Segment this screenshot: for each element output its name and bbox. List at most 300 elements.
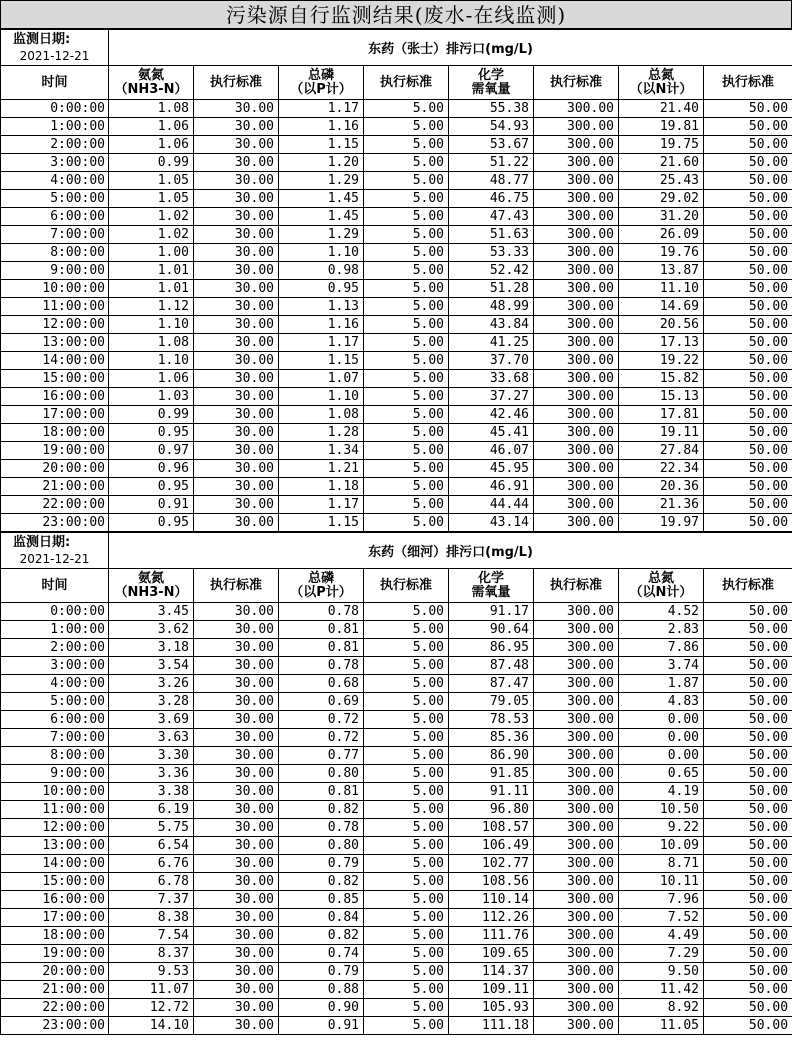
value-cell: 300.00 xyxy=(534,298,619,316)
value-cell: 1.17 xyxy=(279,334,364,352)
value-cell: 3.26 xyxy=(109,675,194,693)
column-header xyxy=(619,569,704,603)
value-cell: 50.00 xyxy=(704,711,792,729)
time-cell: 19:00:00 xyxy=(1,945,109,963)
table-row xyxy=(1,927,792,945)
value-cell: 50.00 xyxy=(704,675,792,693)
value-cell: 30.00 xyxy=(194,747,279,765)
value-cell: 29.02 xyxy=(619,190,704,208)
time-cell: 12:00:00 xyxy=(1,819,109,837)
time-cell: 8:00:00 xyxy=(1,747,109,765)
value-cell: 5.00 xyxy=(364,226,449,244)
value-cell: 300.00 xyxy=(534,693,619,711)
value-cell: 48.77 xyxy=(449,172,534,190)
value-cell: 50.00 xyxy=(704,226,792,244)
value-cell: 300.00 xyxy=(534,945,619,963)
time-cell: 18:00:00 xyxy=(1,424,109,442)
time-cell: 23:00:00 xyxy=(1,1017,109,1035)
value-cell: 19.11 xyxy=(619,424,704,442)
table-row xyxy=(1,711,792,729)
value-cell: 300.00 xyxy=(534,496,619,514)
value-cell: 30.00 xyxy=(194,765,279,783)
value-cell: 300.00 xyxy=(534,136,619,154)
value-cell: 0.81 xyxy=(279,639,364,657)
value-cell: 1.15 xyxy=(279,136,364,154)
value-cell: 0.82 xyxy=(279,801,364,819)
column-header-line1: 氨氮 xyxy=(137,67,164,83)
table-row xyxy=(1,657,792,675)
value-cell: 53.33 xyxy=(449,244,534,262)
time-cell: 21:00:00 xyxy=(1,478,109,496)
value-cell: 22.34 xyxy=(619,460,704,478)
value-cell: 1.02 xyxy=(109,226,194,244)
value-cell: 4.83 xyxy=(619,693,704,711)
value-cell: 17.81 xyxy=(619,406,704,424)
column-header-line1: 化学 xyxy=(477,570,504,586)
time-cell: 7:00:00 xyxy=(1,729,109,747)
value-cell: 1.15 xyxy=(279,514,364,532)
value-cell: 0.00 xyxy=(619,747,704,765)
value-cell: 1.06 xyxy=(109,136,194,154)
value-cell: 91.85 xyxy=(449,765,534,783)
column-header-line1: 总磷 xyxy=(307,67,334,83)
value-cell: 30.00 xyxy=(194,514,279,532)
value-cell: 3.38 xyxy=(109,783,194,801)
value-cell: 1.05 xyxy=(109,172,194,190)
value-cell: 13.87 xyxy=(619,262,704,280)
value-cell: 300.00 xyxy=(534,837,619,855)
value-cell: 50.00 xyxy=(704,280,792,298)
time-cell: 16:00:00 xyxy=(1,891,109,909)
table-row xyxy=(1,1017,792,1035)
value-cell: 0.91 xyxy=(109,496,194,514)
value-cell: 300.00 xyxy=(534,657,619,675)
value-cell: 30.00 xyxy=(194,424,279,442)
value-cell: 12.72 xyxy=(109,999,194,1017)
time-cell: 20:00:00 xyxy=(1,460,109,478)
time-cell: 7:00:00 xyxy=(1,226,109,244)
value-cell: 300.00 xyxy=(534,1017,619,1035)
value-cell: 43.84 xyxy=(449,316,534,334)
value-cell: 50.00 xyxy=(704,136,792,154)
value-cell: 105.93 xyxy=(449,999,534,1017)
value-cell: 50.00 xyxy=(704,190,792,208)
value-cell: 0.99 xyxy=(109,154,194,172)
value-cell: 5.00 xyxy=(364,496,449,514)
value-cell: 30.00 xyxy=(194,999,279,1017)
time-cell: 4:00:00 xyxy=(1,675,109,693)
value-cell: 300.00 xyxy=(534,783,619,801)
value-cell: 300.00 xyxy=(534,729,619,747)
time-cell: 20:00:00 xyxy=(1,963,109,981)
value-cell: 7.29 xyxy=(619,945,704,963)
value-cell: 19.97 xyxy=(619,514,704,532)
time-cell: 13:00:00 xyxy=(1,334,109,352)
value-cell: 50.00 xyxy=(704,406,792,424)
value-cell: 5.00 xyxy=(364,891,449,909)
header-row xyxy=(1,569,792,603)
value-cell: 50.00 xyxy=(704,1017,792,1035)
value-cell: 50.00 xyxy=(704,154,792,172)
column-header-line1: 执行标准 xyxy=(379,577,432,593)
table-row xyxy=(1,280,792,298)
value-cell: 30.00 xyxy=(194,118,279,136)
value-cell: 0.82 xyxy=(279,873,364,891)
value-cell: 9.22 xyxy=(619,819,704,837)
value-cell: 50.00 xyxy=(704,819,792,837)
value-cell: 1.07 xyxy=(279,370,364,388)
value-cell: 0.97 xyxy=(109,442,194,460)
value-cell: 50.00 xyxy=(704,208,792,226)
value-cell: 1.05 xyxy=(109,190,194,208)
value-cell: 300.00 xyxy=(534,891,619,909)
value-cell: 30.00 xyxy=(194,244,279,262)
value-cell: 30.00 xyxy=(194,693,279,711)
value-cell: 30.00 xyxy=(194,927,279,945)
value-cell: 0.95 xyxy=(109,478,194,496)
value-cell: 1.10 xyxy=(109,316,194,334)
value-cell: 50.00 xyxy=(704,999,792,1017)
time-cell: 10:00:00 xyxy=(1,280,109,298)
value-cell: 50.00 xyxy=(704,729,792,747)
time-cell: 5:00:00 xyxy=(1,190,109,208)
table-row xyxy=(1,891,792,909)
value-cell: 5.00 xyxy=(364,460,449,478)
time-cell: 0:00:00 xyxy=(1,603,109,621)
value-cell: 5.00 xyxy=(364,801,449,819)
value-cell: 50.00 xyxy=(704,244,792,262)
column-header-line1: 执行标准 xyxy=(722,577,775,593)
table-row xyxy=(1,226,792,244)
value-cell: 114.37 xyxy=(449,963,534,981)
monitoring-table xyxy=(0,532,792,1035)
column-header-line1: 化学 xyxy=(477,67,504,83)
table-row xyxy=(1,172,792,190)
value-cell: 30.00 xyxy=(194,675,279,693)
column-header-line1: 执行标准 xyxy=(722,74,775,90)
value-cell: 300.00 xyxy=(534,927,619,945)
column-header xyxy=(1,569,109,603)
value-cell: 5.00 xyxy=(364,406,449,424)
value-cell: 300.00 xyxy=(534,118,619,136)
value-cell: 5.00 xyxy=(364,190,449,208)
value-cell: 1.15 xyxy=(279,352,364,370)
value-cell: 30.00 xyxy=(194,208,279,226)
value-cell: 3.36 xyxy=(109,765,194,783)
value-cell: 5.00 xyxy=(364,945,449,963)
value-cell: 43.14 xyxy=(449,514,534,532)
table-row xyxy=(1,352,792,370)
value-cell: 1.16 xyxy=(279,316,364,334)
column-header-line1: 时间 xyxy=(41,577,68,593)
value-cell: 45.41 xyxy=(449,424,534,442)
value-cell: 1.10 xyxy=(279,244,364,262)
column-header xyxy=(449,569,534,603)
column-header-line2: 需氧量 xyxy=(471,584,511,600)
column-header-line2: （NH3-N） xyxy=(114,81,188,97)
value-cell: 4.52 xyxy=(619,603,704,621)
value-cell: 7.37 xyxy=(109,891,194,909)
value-cell: 300.00 xyxy=(534,370,619,388)
value-cell: 78.53 xyxy=(449,711,534,729)
value-cell: 300.00 xyxy=(534,424,619,442)
value-cell: 0.77 xyxy=(279,747,364,765)
value-cell: 109.65 xyxy=(449,945,534,963)
value-cell: 300.00 xyxy=(534,621,619,639)
value-cell: 51.28 xyxy=(449,280,534,298)
value-cell: 0.90 xyxy=(279,999,364,1017)
value-cell: 47.43 xyxy=(449,208,534,226)
value-cell: 46.07 xyxy=(449,442,534,460)
table-row xyxy=(1,136,792,154)
time-cell: 19:00:00 xyxy=(1,442,109,460)
value-cell: 5.00 xyxy=(364,765,449,783)
value-cell: 86.90 xyxy=(449,747,534,765)
value-cell: 30.00 xyxy=(194,262,279,280)
value-cell: 1.28 xyxy=(279,424,364,442)
time-cell: 3:00:00 xyxy=(1,154,109,172)
value-cell: 0.84 xyxy=(279,909,364,927)
value-cell: 1.10 xyxy=(279,388,364,406)
value-cell: 50.00 xyxy=(704,639,792,657)
value-cell: 5.00 xyxy=(364,388,449,406)
column-header xyxy=(279,569,364,603)
table-row xyxy=(1,963,792,981)
value-cell: 50.00 xyxy=(704,837,792,855)
value-cell: 1.03 xyxy=(109,388,194,406)
value-cell: 50.00 xyxy=(704,370,792,388)
value-cell: 0.81 xyxy=(279,783,364,801)
value-cell: 0.82 xyxy=(279,927,364,945)
value-cell: 5.75 xyxy=(109,819,194,837)
value-cell: 30.00 xyxy=(194,136,279,154)
value-cell: 30.00 xyxy=(194,226,279,244)
value-cell: 5.00 xyxy=(364,909,449,927)
value-cell: 10.11 xyxy=(619,873,704,891)
value-cell: 30.00 xyxy=(194,837,279,855)
time-cell: 1:00:00 xyxy=(1,621,109,639)
value-cell: 1.08 xyxy=(109,100,194,118)
table-row xyxy=(1,334,792,352)
value-cell: 50.00 xyxy=(704,298,792,316)
value-cell: 2.83 xyxy=(619,621,704,639)
table-row xyxy=(1,945,792,963)
value-cell: 19.81 xyxy=(619,118,704,136)
value-cell: 5.00 xyxy=(364,280,449,298)
value-cell: 5.00 xyxy=(364,837,449,855)
value-cell: 5.00 xyxy=(364,621,449,639)
value-cell: 5.00 xyxy=(364,316,449,334)
value-cell: 87.47 xyxy=(449,675,534,693)
value-cell: 19.75 xyxy=(619,136,704,154)
value-cell: 20.56 xyxy=(619,316,704,334)
value-cell: 5.00 xyxy=(364,999,449,1017)
value-cell: 300.00 xyxy=(534,208,619,226)
time-cell: 11:00:00 xyxy=(1,298,109,316)
monitor-date-cell xyxy=(1,533,109,569)
value-cell: 50.00 xyxy=(704,172,792,190)
value-cell: 37.70 xyxy=(449,352,534,370)
value-cell: 300.00 xyxy=(534,747,619,765)
value-cell: 108.57 xyxy=(449,819,534,837)
column-header-line1: 执行标准 xyxy=(379,74,432,90)
value-cell: 30.00 xyxy=(194,891,279,909)
value-cell: 5.00 xyxy=(364,334,449,352)
column-header xyxy=(1,66,109,100)
value-cell: 300.00 xyxy=(534,873,619,891)
value-cell: 46.75 xyxy=(449,190,534,208)
value-cell: 0.69 xyxy=(279,693,364,711)
value-cell: 30.00 xyxy=(194,352,279,370)
value-cell: 25.43 xyxy=(619,172,704,190)
table-row xyxy=(1,603,792,621)
value-cell: 1.45 xyxy=(279,190,364,208)
time-cell: 10:00:00 xyxy=(1,783,109,801)
value-cell: 5.00 xyxy=(364,873,449,891)
table-row xyxy=(1,693,792,711)
value-cell: 54.93 xyxy=(449,118,534,136)
value-cell: 300.00 xyxy=(534,352,619,370)
value-cell: 50.00 xyxy=(704,118,792,136)
value-cell: 50.00 xyxy=(704,478,792,496)
value-cell: 5.00 xyxy=(364,981,449,999)
value-cell: 30.00 xyxy=(194,711,279,729)
column-header xyxy=(364,569,449,603)
table-row xyxy=(1,100,792,118)
value-cell: 8.92 xyxy=(619,999,704,1017)
value-cell: 300.00 xyxy=(534,190,619,208)
monitoring-table xyxy=(0,29,792,532)
monitor-date-value: 2021-12-21 xyxy=(19,551,90,566)
table-row xyxy=(1,729,792,747)
column-header-line2: （以P计） xyxy=(290,584,352,600)
column-header xyxy=(534,569,619,603)
value-cell: 300.00 xyxy=(534,280,619,298)
table-row xyxy=(1,639,792,657)
table-row xyxy=(1,118,792,136)
value-cell: 30.00 xyxy=(194,855,279,873)
value-cell: 30.00 xyxy=(194,190,279,208)
value-cell: 52.42 xyxy=(449,262,534,280)
value-cell: 300.00 xyxy=(534,765,619,783)
table-row xyxy=(1,765,792,783)
table-row xyxy=(1,298,792,316)
value-cell: 110.14 xyxy=(449,891,534,909)
value-cell: 0.98 xyxy=(279,262,364,280)
value-cell: 10.50 xyxy=(619,801,704,819)
value-cell: 30.00 xyxy=(194,370,279,388)
value-cell: 30.00 xyxy=(194,298,279,316)
time-cell: 21:00:00 xyxy=(1,981,109,999)
time-cell: 8:00:00 xyxy=(1,244,109,262)
value-cell: 5.00 xyxy=(364,639,449,657)
value-cell: 19.76 xyxy=(619,244,704,262)
value-cell: 1.00 xyxy=(109,244,194,262)
value-cell: 6.19 xyxy=(109,801,194,819)
value-cell: 30.00 xyxy=(194,783,279,801)
table-row xyxy=(1,837,792,855)
value-cell: 1.20 xyxy=(279,154,364,172)
value-cell: 53.67 xyxy=(449,136,534,154)
value-cell: 300.00 xyxy=(534,603,619,621)
value-cell: 5.00 xyxy=(364,424,449,442)
value-cell: 21.60 xyxy=(619,154,704,172)
value-cell: 42.46 xyxy=(449,406,534,424)
value-cell: 1.17 xyxy=(279,100,364,118)
value-cell: 300.00 xyxy=(534,909,619,927)
value-cell: 30.00 xyxy=(194,657,279,675)
value-cell: 300.00 xyxy=(534,388,619,406)
value-cell: 9.53 xyxy=(109,963,194,981)
value-cell: 5.00 xyxy=(364,927,449,945)
value-cell: 300.00 xyxy=(534,819,619,837)
value-cell: 5.00 xyxy=(364,136,449,154)
time-cell: 16:00:00 xyxy=(1,388,109,406)
value-cell: 1.21 xyxy=(279,460,364,478)
value-cell: 108.56 xyxy=(449,873,534,891)
value-cell: 30.00 xyxy=(194,478,279,496)
table-row xyxy=(1,478,792,496)
value-cell: 5.00 xyxy=(364,298,449,316)
value-cell: 20.36 xyxy=(619,478,704,496)
value-cell: 300.00 xyxy=(534,639,619,657)
column-header-line1: 时间 xyxy=(41,74,68,90)
value-cell: 5.00 xyxy=(364,208,449,226)
value-cell: 50.00 xyxy=(704,100,792,118)
value-cell: 11.05 xyxy=(619,1017,704,1035)
value-cell: 5.00 xyxy=(364,819,449,837)
value-cell: 5.00 xyxy=(364,783,449,801)
table-row xyxy=(1,999,792,1017)
value-cell: 3.28 xyxy=(109,693,194,711)
value-cell: 0.95 xyxy=(109,424,194,442)
value-cell: 14.69 xyxy=(619,298,704,316)
value-cell: 300.00 xyxy=(534,963,619,981)
time-cell: 0:00:00 xyxy=(1,100,109,118)
value-cell: 0.95 xyxy=(109,514,194,532)
value-cell: 0.00 xyxy=(619,729,704,747)
value-cell: 0.88 xyxy=(279,981,364,999)
value-cell: 50.00 xyxy=(704,747,792,765)
value-cell: 7.96 xyxy=(619,891,704,909)
time-cell: 15:00:00 xyxy=(1,370,109,388)
value-cell: 5.00 xyxy=(364,657,449,675)
table-row xyxy=(1,190,792,208)
value-cell: 300.00 xyxy=(534,172,619,190)
value-cell: 1.16 xyxy=(279,118,364,136)
value-cell: 300.00 xyxy=(534,100,619,118)
column-header xyxy=(619,66,704,100)
value-cell: 6.78 xyxy=(109,873,194,891)
value-cell: 3.30 xyxy=(109,747,194,765)
time-cell: 9:00:00 xyxy=(1,765,109,783)
value-cell: 37.27 xyxy=(449,388,534,406)
column-header-line1: 执行标准 xyxy=(549,577,602,593)
header-row xyxy=(1,66,792,100)
value-cell: 106.49 xyxy=(449,837,534,855)
value-cell: 1.01 xyxy=(109,262,194,280)
value-cell: 17.13 xyxy=(619,334,704,352)
value-cell: 27.84 xyxy=(619,442,704,460)
value-cell: 30.00 xyxy=(194,442,279,460)
table-row xyxy=(1,460,792,478)
value-cell: 30.00 xyxy=(194,1017,279,1035)
value-cell: 1.06 xyxy=(109,118,194,136)
value-cell: 5.00 xyxy=(364,478,449,496)
column-header-line1: 执行标准 xyxy=(209,577,262,593)
value-cell: 5.00 xyxy=(364,172,449,190)
time-cell: 22:00:00 xyxy=(1,496,109,514)
